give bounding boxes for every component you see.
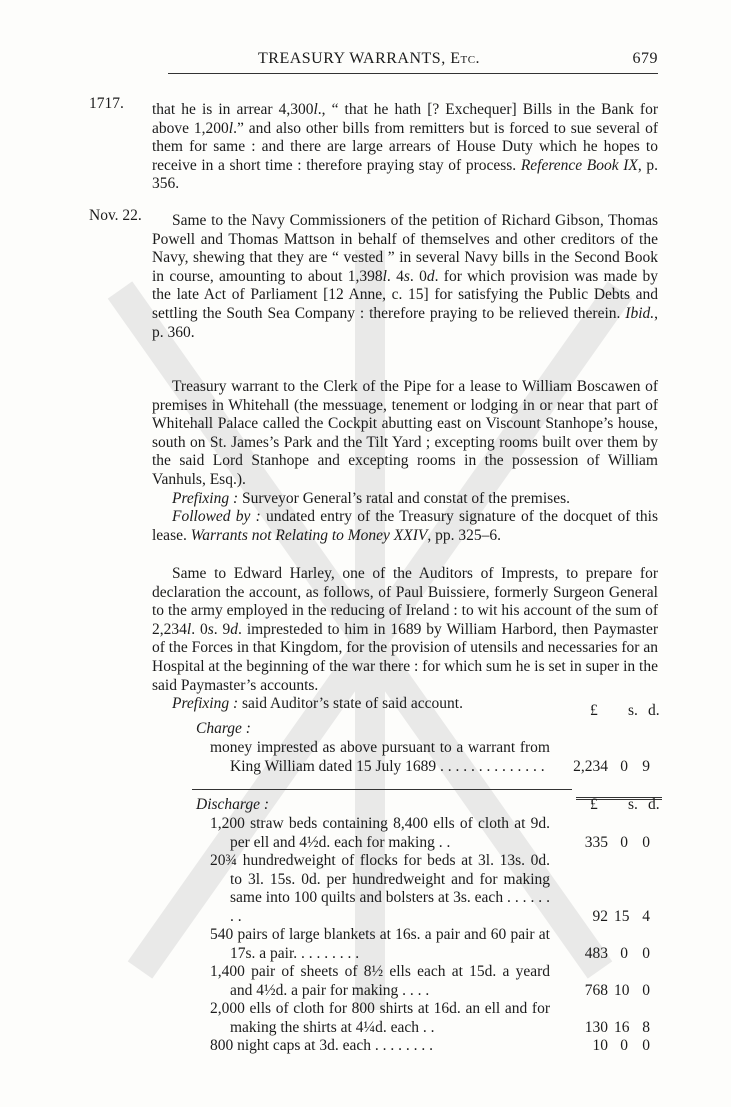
discharge-row bbox=[210, 1037, 658, 1056]
row-description: 2,000 ells of cloth for 800 shirts at 16d. an ell and for making the shirts at 4¼d. each . . bbox=[210, 1000, 550, 1036]
header-rule bbox=[168, 73, 658, 74]
paragraph-arrears bbox=[152, 101, 658, 194]
discharge-row bbox=[210, 926, 658, 963]
row-amount: 10 0 0 bbox=[592, 1037, 650, 1054]
discharge-row bbox=[210, 852, 658, 926]
row-amount: 2,234 0 9 bbox=[573, 757, 650, 775]
charge-label: Charge : bbox=[196, 720, 251, 737]
discharge-row bbox=[210, 963, 658, 1000]
row-amount: 92 15 4 bbox=[592, 907, 650, 925]
row-amount: 130 16 8 bbox=[584, 1018, 650, 1036]
row-description: 800 night caps at 3d. each . . . . . . . . bbox=[210, 1037, 433, 1054]
row-description: 540 pairs of large blankets at 16s. a pair and 60 pair at 17s. a pair. . . . . . . . . bbox=[210, 926, 550, 962]
paragraph-text: Same to the Navy Commissioners of the petition of Richard Gibson, Thomas Powell and Thomas Mattson in behalf of themselves and other creditors of the Navy, shewing that they are “ vested ” in several Navy bills in the Second Book in course, amounting to about 1,398l. 4s. 0d. for which provision was made by the late Act of Parliament [12 Anne, c. 15] for satisfying the Public Debts and settling the South Sea Company : therefore praying to be relieved therein. Ibid., p. 360. bbox=[152, 212, 659, 341]
prefixing-line: Prefixing : Surveyor General’s ratal and constat of the premises. bbox=[172, 489, 570, 507]
page-number: 679 bbox=[632, 50, 658, 67]
prefixing-line: Prefixing : said Auditor’s state of said account. bbox=[172, 695, 463, 713]
row-amount: 483 0 0 bbox=[584, 944, 650, 962]
paragraph-text: that he is in arrear 4,300l., “ that he hath [? Exchequer] Bills in the Bank for above 1,200l.” and also other bills from remitters but is forced to sue several of them for same : and there are large arrears of House Duty which he hopes to receive in a short time : therefore praying stay of process. Reference Book IX, p. 356. bbox=[152, 101, 659, 193]
followed-by-line: Followed by : undated entry of the Treasury signature of the docquet of this lease. Warrants not Relating to Money XXIV, pp. 325–6. bbox=[152, 508, 658, 544]
discharge-row bbox=[210, 1000, 658, 1037]
section-rule bbox=[192, 789, 572, 790]
discharge-row bbox=[210, 815, 658, 852]
col-pounds: £ bbox=[590, 702, 598, 719]
paragraph-text: Treasury warrant to the Clerk of the Pipe for a lease to William Boscawen of premises in Whitehall (the messuage, tenement or lodging in or near that part of Whitehall Palace called the Cockpit abutting east on Viscount Stanhope’s house, south on St. James’s Park and the Tilt Yard ; excepting rooms built over them by the said Lord Stanhope and excepting rooms in the possession of William Vanhuls, Esq.). bbox=[152, 378, 658, 488]
running-title: TREASURY WARRANTS, Etc. bbox=[258, 50, 481, 67]
column-header bbox=[576, 702, 658, 720]
col-pence: d. bbox=[648, 702, 660, 719]
margin-year: 1717. bbox=[89, 95, 124, 112]
row-amount: 335 0 0 bbox=[584, 833, 650, 851]
reference: Warrants not Relating to Money XXIV bbox=[190, 526, 428, 544]
row-amount: 768 10 0 bbox=[584, 981, 650, 999]
row-description: 20¾ hundredweight of flocks for beds at 3l. 13s. 0d. to 3l. 15s. 0d. per hundredweight and for making same into 100 quilts and bolsters at 3s. each . . . . . . . . bbox=[210, 852, 550, 925]
discharge-label: Discharge : bbox=[196, 796, 270, 813]
reference: Reference Book IX bbox=[520, 156, 638, 174]
row-description: 1,200 straw beds containing 8,400 ells of cloth at 9d. per ell and 4½d. each for making . . bbox=[210, 815, 550, 851]
paragraph-harley-account bbox=[152, 565, 658, 714]
col-shillings: s. bbox=[628, 702, 638, 719]
paragraph-navy-petition bbox=[152, 212, 658, 342]
row-description: 1,400 pair of sheets of 8½ ells each at 15d. a yeard and 4½d. a pair for making . . . . bbox=[210, 963, 550, 999]
reference: Ibid. bbox=[625, 304, 655, 322]
column-header: £ s. d. bbox=[590, 796, 660, 813]
row-description: money imprested as above pursuant to a warrant from King William dated 15 July 1689 . . . . . . . . . . . . . . bbox=[210, 739, 550, 775]
margin-date: Nov. 22. bbox=[89, 207, 142, 224]
paragraph-lease-warrant bbox=[152, 378, 658, 545]
charge-row bbox=[210, 739, 658, 776]
paragraph-text: Same to Edward Harley, one of the Auditors of Imprests, to prepare for declaration the account, as follows, of Paul Buissiere, formerly Surgeon General to the army employed in the reducing of Ireland : to wit his account of the sum of 2,234l. 0s. 9d. impresteded to him in 1689 by William Harbord, then Paymaster of the Forces in that Kingdom, for the provision of utensils and necessaries for an Hospital at the beginning of the war there : for which sum he is set in super in the said Paymaster’s accounts. bbox=[152, 565, 659, 694]
